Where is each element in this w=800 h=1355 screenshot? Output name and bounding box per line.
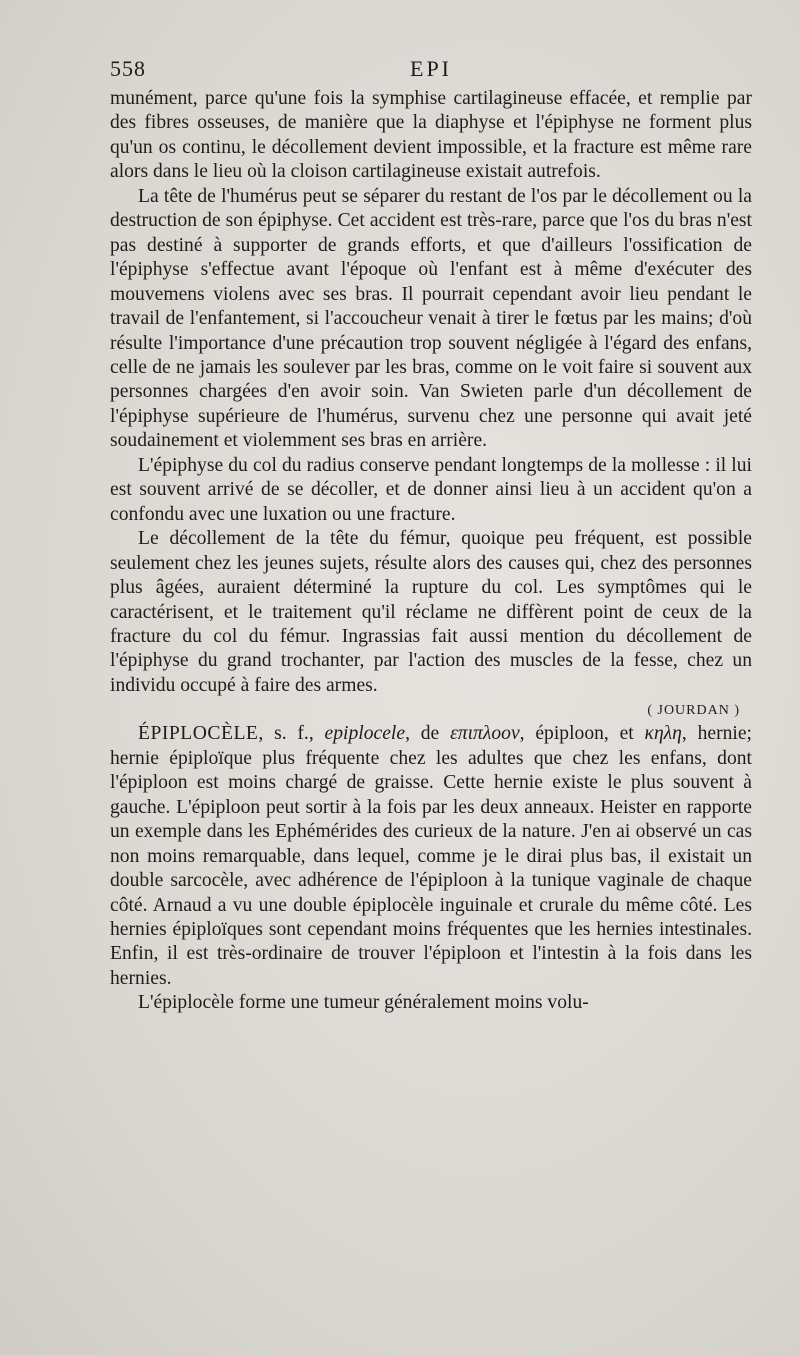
- entry-body: , hernie; hernie épiploïque plus fréquente chez les adultes que chez les enfans, dont l'épiploon est moins chargé de graisse. Cette hernie existe le plus souvent à gauche. L'épiploon peut sortir à la fois par les deux anneaux. Heister en rapporte un exemple dans les Ephémérides des curieux de la nature. J'en ai observé un cas non moins remarquable, dans lequel, comme je le dirai plus bas, il existait un double sarcocèle, avec adhérence de l'épiploon à la tunique vaginale de chaque côté. Arnaud a vu une double épiplocèle inguinale et crurale du même côté. Les hernies épiploïques sont cependant moins fréquentes que les hernies intestinales. Enfin, il est très-ordinaire de trouver l'épiploon et l'intestin à la fois dans les hernies.: [110, 723, 752, 989]
- entry-epiplocele: [110, 722, 752, 991]
- entry-etym-mid: , épiploon, et: [519, 723, 645, 745]
- entry-headword: ÉPIPLOCÈLE: [138, 723, 259, 745]
- paragraph-continuation: munément, parce qu'une fois la symphise cartilagineuse effacée, et remplie par des fibres osseuses, de manière que la diaphyse et l'épiphyse ne forment plus qu'un os continu, le décollement devient impossible, et la fracture est même rare alors dans le lieu où la cloison cartilagineuse existait autrefois.: [110, 88, 752, 183]
- entry-grammar: , s. f.,: [258, 723, 325, 745]
- entry-greek-1: επιπλοον: [450, 723, 520, 745]
- entry-term: epiplocele: [324, 723, 406, 745]
- paragraph-last: L'épiplocèle forme une tumeur généralement moins volu-: [138, 992, 589, 1014]
- paragraph-radius: L'épiphyse du col du radius conserve pendant longtemps de la mollesse : il lui est souvent arrivé de se décoller, et de donner ainsi lieu à un accident qu'on a confondu avec une luxation ou une fracture.: [110, 454, 752, 525]
- body-text: [110, 87, 752, 1016]
- entry-etym-lead: , de: [405, 723, 451, 745]
- page-header: [110, 56, 750, 90]
- running-head: EPI: [410, 56, 452, 81]
- author-signature: ( JOURDAN ): [647, 703, 740, 719]
- page-number: 558: [110, 56, 146, 81]
- entry-greek-2: κηλη: [644, 723, 682, 745]
- paragraph-humerus: La tête de l'humérus peut se séparer du restant de l'os par le décollement ou la destruction de son épiphyse. Cet accident est très-rare, parce que l'os du bras n'est pas destiné à supporter de grands efforts, et que d'ailleurs l'ossification de l'épiphyse s'effectue avant l'époque où l'enfant est à même d'exécuter des mouvemens violens avec ses bras. Il pourrait cependant avoir lieu pendant le travail de l'enfantement, si l'accoucheur venait à tirer le fœtus par les mains; d'où résulte l'importance d'une précaution trop souvent négligée à l'égard des enfans, celle de ne jamais les soulever par les bras, comme on le voit faire si souvent aux personnes chargées d'en avoir soin. Van Swieten parle d'un décollement de l'épiphyse supérieure de l'humérus, survenu chez une personne qui avait jeté soudainement et violemment ses bras en arrière.: [110, 185, 752, 452]
- paragraph-femur: Le décollement de la tête du fémur, quoique peu fréquent, est possible seulement chez les jeunes sujets, résulte alors des causes qui, chez des personnes plus âgées, auraient déterminé la rupture du col. Les symptômes qui le caractérisent, et le traitement qu'il réclame ne diffèrent point de ceux de la fracture du col du fémur. Ingrassias fait aussi mention du décollement de l'épiphyse du grand trochanter, par l'action des muscles de la fesse, chez un individu occupé à faire des armes.: [110, 528, 752, 696]
